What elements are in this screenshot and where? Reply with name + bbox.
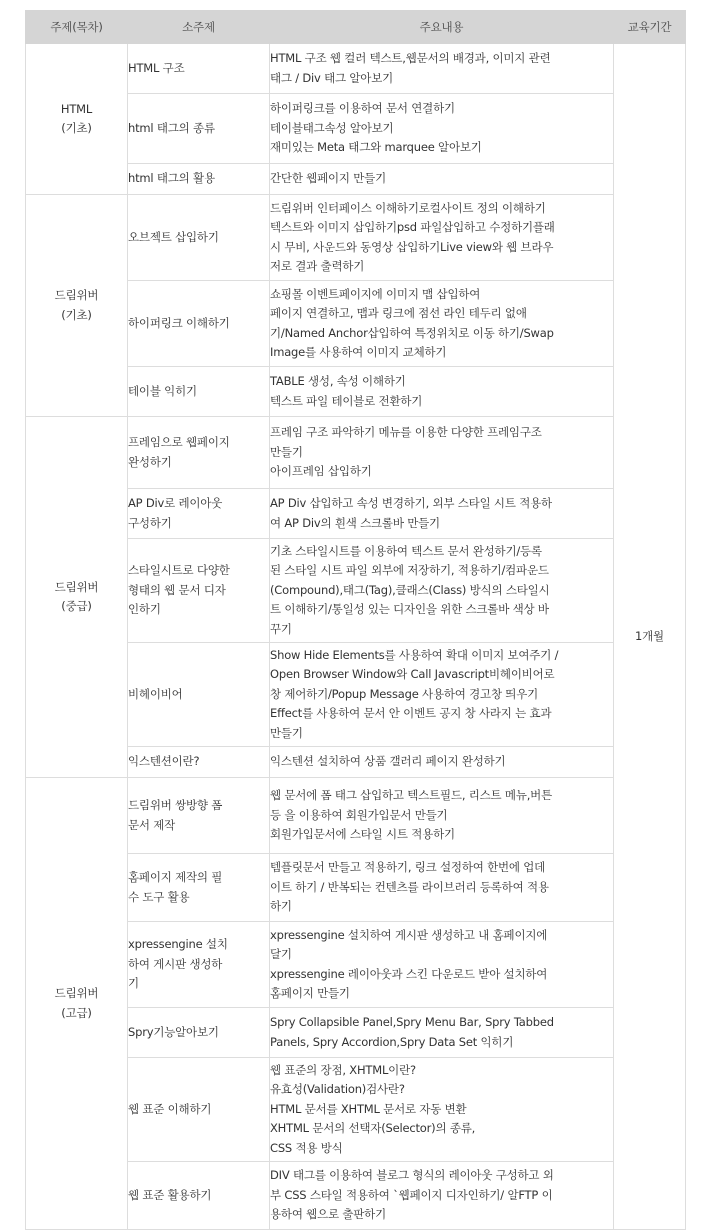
content-line: 텍스트와 이미지 삽입하기psd 파일삽입하고 수정하기플래 [270, 220, 555, 234]
content-line: 웹 문서에 폼 태그 삽입하고 텍스트필드, 리스트 메뉴,버튼 [270, 788, 553, 803]
content-cell [270, 94, 614, 164]
topic-line: (기초) [61, 121, 92, 135]
content-line: (Compound),태그(Tag),클래스(Class) 방식의 스타일시 [270, 582, 550, 597]
curriculum-row [26, 778, 686, 854]
content-cell [270, 417, 614, 489]
topic-cell [26, 417, 128, 778]
content-cell [270, 367, 614, 417]
subtopic-line: 프레임으로 웹페이지 [128, 435, 230, 449]
content-line: 된 스타일 시트 파일 외부에 저장하기, 적용하기/컴파운드 [270, 563, 549, 578]
subtopic-cell [128, 164, 270, 195]
subtopic-cell [128, 778, 270, 854]
content-cell [270, 922, 614, 1008]
subtopic-line: 기 [128, 976, 139, 991]
subtopic-cell [128, 643, 270, 747]
subtopic-line: html 태그의 종류 [128, 120, 215, 135]
content-cell [270, 643, 614, 747]
content-line: 간단한 웹페이지 만들기 [270, 171, 386, 186]
content-line: 여 AP Div의 흰색 스크롤바 만들기 [270, 515, 440, 530]
content-line: Show Hide Elements를 사용하여 확대 이미지 보여주기 / [270, 647, 559, 662]
content-line: 하기 [270, 899, 292, 914]
topic-cell [26, 778, 128, 1230]
content-line: 창 제어하기/Popup Message 사용하여 경고창 띄우기 [270, 686, 539, 701]
content-line: xpressengine 레이아웃과 스킨 다운로드 받아 설치하여 [270, 966, 548, 981]
content-line: 이트 하기 / 반복되는 컨텐츠를 라이브러리 등록하여 적용 [270, 879, 549, 894]
header-subtopic: 소주제 [128, 11, 270, 44]
subtopic-line: Spry기능알아보기 [128, 1024, 219, 1039]
subtopic-line: 오브젝트 삽입하기 [128, 229, 219, 244]
subtopic-line: 수 도구 활용 [128, 889, 190, 904]
subtopic-cell [128, 747, 270, 778]
topic-line: (고급) [61, 1005, 92, 1020]
content-line: 템플릿문서 만들고 적용하기, 링크 설정하여 한번에 업데 [270, 860, 546, 875]
subtopic-line: html 태그의 활용 [128, 171, 215, 186]
subtopic-cell [128, 922, 270, 1008]
subtopic-line: 구성하기 [128, 515, 172, 530]
subtopic-line: 하여 게시판 생성하 [128, 956, 223, 971]
content-line: 웹 표준의 장점, XHTML이란? [270, 1062, 416, 1077]
content-line: TABLE 생성, 속성 이해하기 [270, 374, 406, 388]
subtopic-cell [128, 854, 270, 922]
content-line: 프레임 구조 파악하기 메뉴를 이용한 다양한 프레임구조 [270, 425, 542, 440]
topic-line: (중급) [61, 599, 92, 613]
header-row [26, 11, 686, 44]
content-line: 텍스트 파일 테이블로 전환하기 [270, 393, 423, 408]
content-line: DIV 태그를 이용하여 블로그 형식의 레이아웃 구성하고 외 [270, 1168, 554, 1183]
subtopic-line: 웹 표준 활용하기 [128, 1187, 212, 1202]
curriculum-row [26, 44, 686, 94]
content-line: 아이프레임 삽입하기 [270, 464, 372, 479]
subtopic-cell [128, 195, 270, 281]
subtopic-cell [128, 539, 270, 643]
content-cell [270, 1058, 614, 1162]
subtopic-line: 형태의 웹 문서 디자 [128, 582, 226, 597]
content-line: 시 무비, 사운드와 동영상 삽입하기Live view와 웹 브라우 [270, 239, 554, 254]
header-content: 주요내용 [270, 11, 614, 44]
content-cell [270, 1008, 614, 1058]
content-line: Image를 사용하여 이미지 교체하기 [270, 345, 447, 359]
content-cell [270, 195, 614, 281]
content-line: Panels, Spry Accordion,Spry Data Set 익히기 [270, 1034, 514, 1049]
content-line: XHTML 문서의 선택자(Selector)의 종류, [270, 1121, 476, 1136]
content-line: 회원가입문서에 스타일 시트 적용하기 [270, 827, 455, 842]
subtopic-line: 문서 제작 [128, 817, 176, 832]
subtopic-line: 하이퍼링크 이해하기 [128, 315, 230, 330]
content-line: 하이퍼링크를 이용하여 문서 연결하기 [270, 101, 455, 116]
content-line: 페이지 연결하고, 맵과 링크에 점선 라인 테두리 없애 [270, 306, 527, 320]
subtopic-cell [128, 44, 270, 94]
subtopic-line: 테이블 익히기 [128, 383, 197, 398]
content-line: 기초 스타일시트를 이용하여 텍스트 문서 완성하기/등록 [270, 543, 542, 558]
subtopic-line: 익스텐션이란? [128, 754, 200, 769]
curriculum-container [25, 10, 685, 1230]
content-line: 유효성(Validation)검사란? [270, 1082, 405, 1097]
content-cell [270, 854, 614, 922]
curriculum-body [26, 44, 686, 1230]
subtopic-line: 드림위버 쌍방향 폼 [128, 798, 223, 812]
content-cell [270, 44, 614, 94]
curriculum-row [26, 417, 686, 489]
content-line: CSS 적용 방식 [270, 1140, 343, 1155]
content-line: 재미있는 Meta 태그와 marquee 알아보기 [270, 140, 482, 155]
content-line: 익스텐션 설치하여 상품 갤러리 페이지 완성하기 [270, 754, 506, 769]
content-line: 등 을 이용하여 회원가입문서 만들기 [270, 807, 448, 822]
content-line: 만들기 [270, 444, 303, 459]
topic-line: 드림위버 [54, 579, 99, 594]
subtopic-cell [128, 489, 270, 539]
subtopic-line: 스타일시트로 다양한 [128, 563, 230, 578]
topic-line: 드림위버 [54, 986, 99, 1000]
content-line: 드림위버 인터페이스 이해하기로컬사이트 정의 이해하기 [270, 200, 546, 215]
content-line: 기/Named Anchor삽입하여 특정위치로 이동 하기/Swap [270, 325, 554, 340]
subtopic-cell [128, 1162, 270, 1230]
curriculum-table [25, 10, 686, 1230]
curriculum-row [26, 195, 686, 281]
subtopic-line: 완성하기 [128, 454, 172, 469]
topic-line: HTML [60, 101, 93, 116]
subtopic-cell [128, 367, 270, 417]
subtopic-cell [128, 1058, 270, 1162]
content-line: xpressengine 설치하여 게시판 생성하고 내 홈페이지에 [270, 927, 548, 942]
content-line: 쇼핑몰 이벤트페이지에 이미지 맵 삽입하여 [270, 286, 481, 301]
subtopic-line: HTML 구조 [128, 60, 185, 75]
content-line: 홈페이지 만들기 [270, 986, 350, 1000]
content-cell [270, 539, 614, 643]
content-line: HTML 문서를 XHTML 문서로 자동 변환 [270, 1101, 467, 1116]
period-cell: 1개월 [614, 44, 686, 1230]
content-cell [270, 747, 614, 778]
content-line: 저로 결과 출력하기 [270, 259, 365, 273]
subtopic-cell [128, 1008, 270, 1058]
topic-line: 드림위버 [54, 288, 99, 302]
content-line: 트 이해하기/통일성 있는 디자인을 위한 스크롤바 색상 바 [270, 602, 549, 617]
header-period: 교육기간 [614, 11, 686, 44]
content-cell [270, 164, 614, 195]
subtopic-line: AP Div로 레이아웃 [128, 496, 223, 510]
content-cell [270, 281, 614, 367]
content-cell [270, 489, 614, 539]
content-line: 달기 [270, 947, 292, 961]
subtopic-line: 비헤이비어 [128, 686, 183, 701]
subtopic-cell [128, 281, 270, 367]
content-cell [270, 1162, 614, 1230]
content-line: 만들기 [270, 725, 303, 740]
subtopic-line: 홈페이지 제작의 필 [128, 870, 223, 884]
header-topic: 주제(목차) [26, 11, 128, 44]
subtopic-cell [128, 94, 270, 164]
subtopic-line: 인하기 [128, 602, 161, 617]
topic-cell [26, 195, 128, 417]
topic-line: (기초) [61, 307, 92, 322]
content-line: Effect를 사용하여 문서 안 이벤트 공지 창 사라지 는 효과 [270, 706, 552, 721]
content-line: Open Browser Window와 Call Javascript비헤이비어로 [270, 667, 555, 682]
content-line: 꾸기 [270, 621, 292, 636]
content-line: 용하여 웹으로 출판하기 [270, 1207, 386, 1222]
subtopic-cell [128, 417, 270, 489]
content-line: Spry Collapsible Panel,Spry Menu Bar, Spry Tabbed [270, 1015, 554, 1029]
topic-cell [26, 44, 128, 195]
content-line: AP Div 삽입하고 속성 변경하기, 외부 스타일 시트 적용하 [270, 496, 552, 510]
content-line: 태그 / Div 태그 알아보기 [270, 70, 394, 85]
subtopic-line: xpressengine 설치 [128, 937, 228, 952]
content-cell [270, 778, 614, 854]
subtopic-line: 웹 표준 이해하기 [128, 1101, 212, 1116]
content-line: HTML 구조 웹 컬러 텍스트,웹문서의 배경과, 이미지 관련 [270, 51, 551, 65]
content-line: 테이블태그속성 알아보기 [270, 120, 394, 135]
content-line: 부 CSS 스타일 적용하여 `웹페이지 디자인하기/ 알FTP 이 [270, 1187, 553, 1202]
